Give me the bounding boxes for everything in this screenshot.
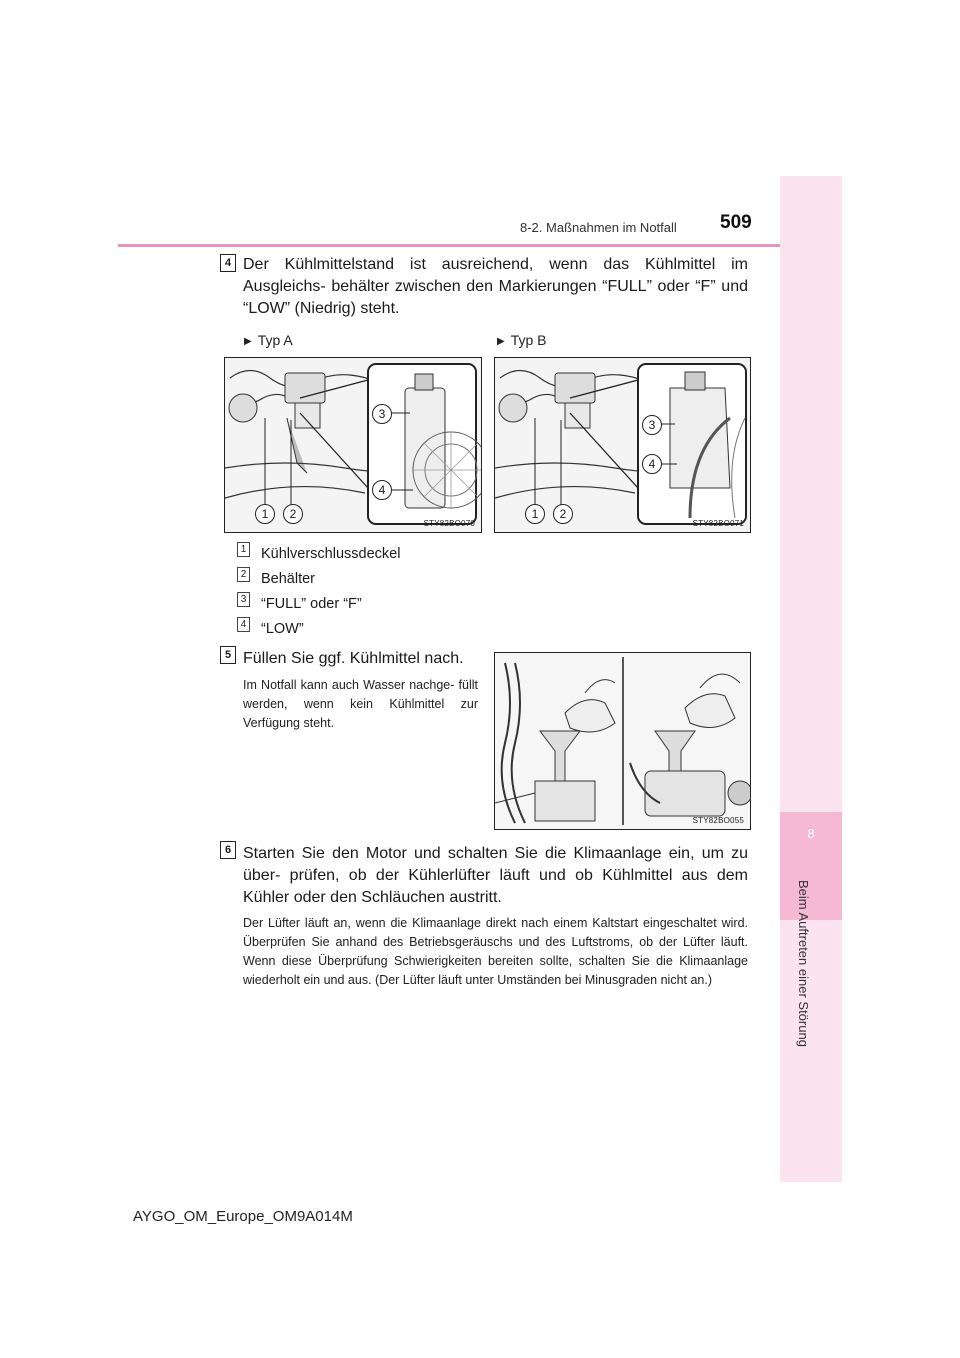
step-5-note: Im Notfall kann auch Wasser nachge- füllt werden, wenn kein Kühlmittel zur Verfügung steht. [243, 678, 478, 730]
figure-id: STY82BO071 [692, 519, 744, 528]
figure-type-a [224, 357, 482, 533]
callout-1: 1 [255, 504, 275, 524]
step-6-note: Der Lüfter läuft an, wenn die Klimaanlage direkt nach einem Kaltstart eingeschaltet wird. Überprüfen Sie anhand des Betriebsgeräuschs und des Luftstroms, ob der Lüfter läuft. Wenn diese Überprüfung Schwierigkeiten bereiten sollte, schalten Sie die Klimaanlage wiederholt ein und aus. (Der Lüfter läuft unter Umständen bei Minusgraden nicht an.) [243, 916, 748, 987]
callout-2: 2 [553, 504, 573, 524]
type-a-label: ▶ Typ A [244, 332, 293, 348]
figure-type-b [494, 357, 751, 533]
chapter-title: Beim Auftreten einer Störung [796, 880, 811, 1047]
callout-1: 1 [525, 504, 545, 524]
figure-id: STY82BO055 [692, 816, 744, 825]
step-5-text: Füllen Sie ggf. Kühlmittel nach. [243, 650, 464, 667]
header-rule [118, 244, 780, 247]
triangle-right-icon: ▶ [244, 336, 252, 347]
legend-number-3: 3 [237, 592, 250, 607]
callout-3: 3 [642, 415, 662, 435]
legend-text-3: “FULL” oder “F” [261, 596, 362, 612]
fill-coolant-illustration [495, 653, 750, 829]
type-b-label: ▶ Typ B [497, 332, 547, 348]
legend-number-4: 4 [237, 617, 250, 632]
step-6-text: Starten Sie den Motor und schalten Sie die Klimaanlage ein, um zu über- prüfen, ob der Kühlerlüfter läuft und ob Kühlmittel aus dem Kühler oder den Schläuchen austritt. [243, 845, 748, 906]
side-tab-band [780, 176, 842, 1182]
callout-4: 4 [372, 480, 392, 500]
step-number-4: 4 [220, 254, 236, 272]
legend-number-1: 1 [237, 542, 250, 557]
document-code: AYGO_OM_Europe_OM9A014M [133, 1208, 353, 1225]
page-number: 509 [720, 212, 752, 233]
legend-text-4: “LOW” [261, 621, 304, 637]
chapter-number: 8 [807, 826, 815, 841]
legend-number-2: 2 [237, 567, 250, 582]
step-number-6: 6 [220, 841, 236, 859]
triangle-right-icon: ▶ [497, 336, 505, 347]
legend-text-2: Behälter [261, 571, 316, 587]
callout-3: 3 [372, 404, 392, 424]
callout-2: 2 [283, 504, 303, 524]
step-4-text: Der Kühlmittelstand ist ausreichend, wenn das Kühlmittel im Ausgleichs- behälter zwischen den Markierungen “FULL” oder “F” und “LOW” (Niedrig) steht. [243, 256, 748, 317]
section-label: 8-2. Maßnahmen im Notfall [520, 220, 677, 235]
step-number-5: 5 [220, 646, 236, 664]
callout-4: 4 [642, 454, 662, 474]
figure-fill-coolant [494, 652, 751, 830]
figure-id: STY82BO070 [423, 519, 475, 528]
legend-text-1: Kühlverschlussdeckel [261, 546, 401, 562]
